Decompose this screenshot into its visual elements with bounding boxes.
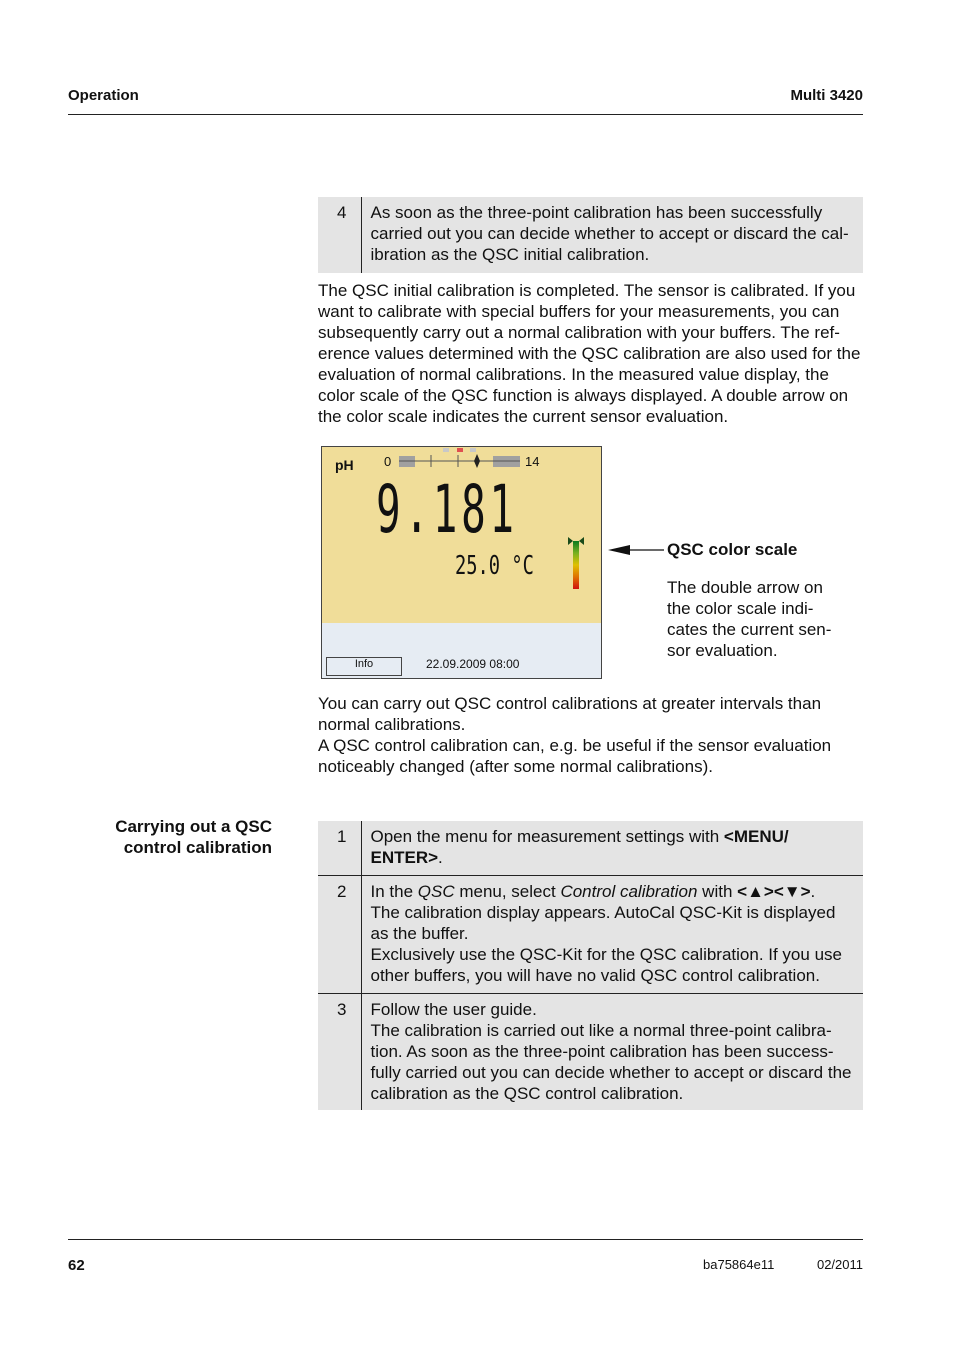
callout-arrow-icon — [608, 543, 664, 557]
measured-value: 9.181 — [376, 471, 518, 548]
table-row — [318, 993, 863, 1110]
step-text-part: . — [438, 848, 443, 867]
step-line: Exclusively use the QSC-Kit for the QSC calibration. If you use other buffers, you will have no valid QSC control calibration. — [370, 944, 842, 985]
meter-display — [321, 446, 602, 679]
scale-max-label: 14 — [525, 454, 540, 469]
heading-line: Carrying out a QSC — [115, 817, 272, 836]
qsc-color-scale — [573, 541, 579, 589]
step-line: The calibration is carried out like a normal three-point calibra-tion. As soon as the three-point calibration has been success-fully carried out you can decide whether to accept or discard the calibration as the QSC control calibration. — [370, 1020, 852, 1103]
double-arrow-icon — [568, 537, 584, 545]
ph-scale-bar — [398, 447, 523, 469]
key-name: <MENU/ ENTER> — [370, 827, 789, 867]
heading-line: control calibration — [123, 838, 272, 857]
doc-id: ba75864e11 — [703, 1257, 775, 1272]
step-text-part: menu, select — [454, 881, 561, 901]
step-line: The calibration display appears. AutoCal QSC-Kit is displayed as the buffer. — [370, 902, 836, 943]
section-heading — [115, 816, 272, 858]
step-text — [361, 821, 863, 875]
paragraph-line: You can carry out QSC control calibrations at greater intervals than normal calibrations. — [318, 694, 822, 734]
info-button[interactable]: Info — [326, 657, 402, 676]
key-name: <▲><▼> — [737, 881, 811, 901]
unit-label: pH — [335, 457, 354, 473]
scale-min-label: 0 — [384, 454, 392, 469]
step-number: 1 — [318, 821, 361, 875]
table-row — [318, 875, 863, 993]
step-text-part: . — [810, 881, 816, 901]
doc-date: 02/2011 — [816, 1257, 863, 1272]
step-text-part: with — [697, 881, 738, 901]
temperature-value: 25.0 °C — [455, 551, 534, 581]
step-number: 2 — [318, 875, 361, 993]
step-text-part: In the — [370, 881, 418, 901]
intro-paragraph: The QSC initial calibration is completed. The sensor is calibrated. If you want to calibrate with special buffers for your measurements, you can subsequently carry out a normal calibration with your buffers. The ref-erence values determined with the QSC calibration are also used for the evaluation of normal calibrations. In the measured value display, the color scale of the QSC function is always displayed. A double arrow on the color scale indicates the current sensor evaluation. — [318, 281, 861, 426]
footer-rule — [68, 1239, 863, 1240]
step-text — [361, 993, 863, 1110]
menu-name: QSC — [417, 881, 455, 901]
header-rule — [68, 114, 863, 115]
table-row — [318, 821, 863, 875]
step-text: As soon as the three-point calibration has been successfully carried out you can decide whether to accept or discard the cal-ibration as the QSC initial calibration. — [361, 197, 863, 273]
menu-item-name: Control calibration — [560, 881, 698, 901]
datetime-label: 22.09.2009 08:00 — [426, 657, 520, 671]
header-section: Operation — [68, 87, 139, 104]
step-table-top — [318, 197, 863, 273]
step-line — [371, 881, 856, 902]
step-text-part: Open the menu for measurement settings with — [370, 827, 724, 846]
step-text — [361, 875, 863, 993]
paragraph-line: A QSC control calibration can, e.g. be useful if the sensor evaluation noticeably changed (after some normal calibrations). — [318, 736, 832, 776]
step-number: 4 — [318, 197, 361, 273]
step-number: 3 — [318, 993, 361, 1110]
control-cal-paragraph — [318, 693, 863, 777]
page-number: 62 — [68, 1257, 85, 1274]
header-product: Multi 3420 — [790, 87, 863, 104]
callout-title: QSC color scale — [667, 540, 798, 559]
step-table — [318, 821, 863, 1110]
table-row — [318, 197, 863, 273]
step-line: Follow the user guide. — [370, 999, 537, 1019]
callout-text: The double arrow on the color scale indi-cates the current sen-sor evaluation. — [667, 578, 832, 660]
